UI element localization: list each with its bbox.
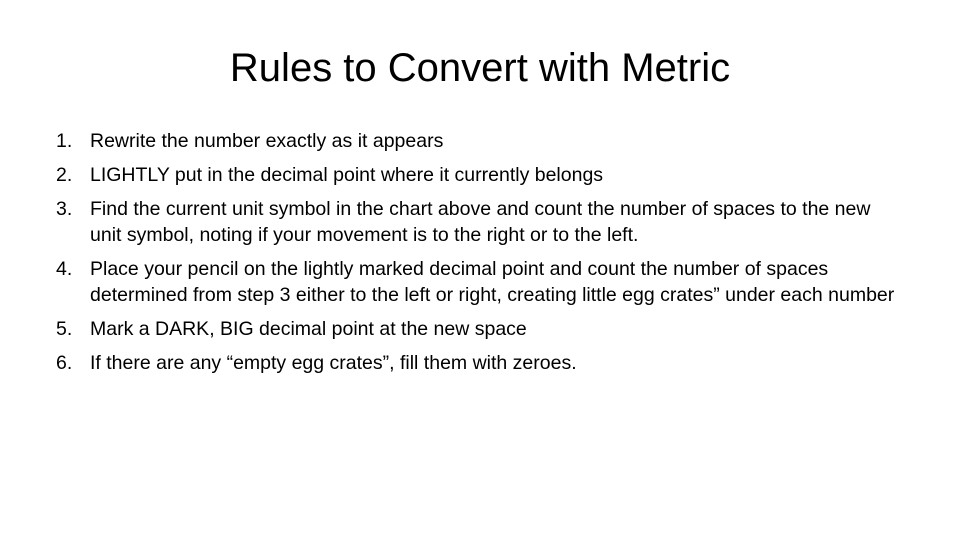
step-text: If there are any “empty egg crates”, fill them with zeroes. [90,352,577,374]
step-number: 3. [56,198,73,220]
step-number: 4. [56,258,73,280]
step-item [56,256,906,308]
step-item [56,350,906,376]
step-number: 6. [56,352,73,374]
step-text: Rewrite the number exactly as it appears [90,130,444,152]
step-item [56,162,906,188]
step-text: LIGHTLY put in the decimal point where it currently belongs [90,164,604,186]
steps-list [56,128,906,384]
slide-title: Rules to Convert with Metric [229,46,731,90]
step-number: 2. [56,164,73,186]
step-text: Mark a DARK, BIG decimal point at the new space [90,318,527,340]
step-text: Place your pencil on the lightly marked decimal point and count the number of spaces determined from step 3 either to the left or right, creating little egg crates” under each number [90,258,895,306]
step-text: Find the current unit symbol in the chart above and count the number of spaces to the new unit symbol, noting if your movement is to the right or to the left. [90,198,871,246]
step-number: 1. [56,130,73,152]
step-number: 5. [56,318,73,340]
step-item [56,128,906,154]
step-item [56,196,906,248]
step-item [56,316,906,342]
